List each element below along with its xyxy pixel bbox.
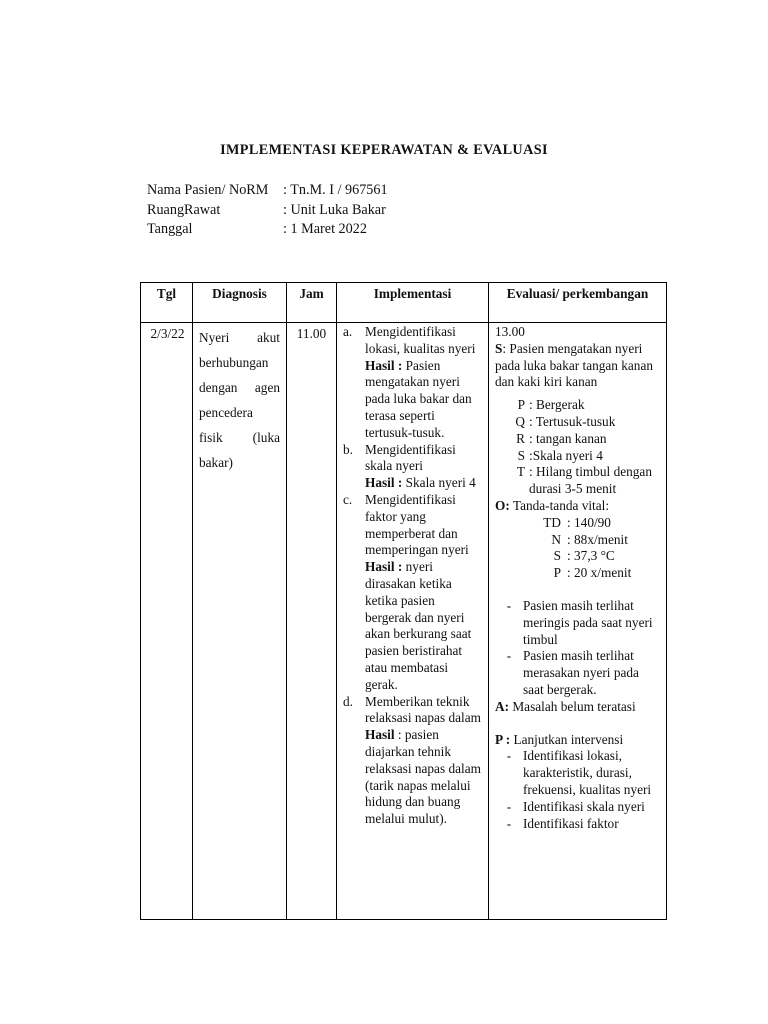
implementation-item xyxy=(343,694,484,828)
note-text: Pasien masih terlihat merasakan nyeri pada saat bergerak. xyxy=(523,648,639,697)
patient-info xyxy=(147,181,388,240)
info-value: : Unit Luka Bakar xyxy=(283,201,386,218)
objective-note: - Pasien masih terlihat merasakan nyeri pada saat bergerak. xyxy=(495,648,662,698)
implementation-item xyxy=(343,492,484,694)
item-action: Memberikan teknik relaksasi napas dalam xyxy=(365,693,481,726)
assessment-text: Masalah belum teratasi xyxy=(512,698,636,714)
note-text: Pasien masih terlihat meringis pada saat nyeri timbul xyxy=(523,597,653,647)
vital-key: S xyxy=(553,548,561,564)
pain-value: : Tertusuk-tusuk xyxy=(529,413,616,429)
result-label: Hasil : xyxy=(365,475,403,491)
cell-tgl xyxy=(141,323,193,920)
implementation-list xyxy=(337,323,488,828)
plan-item: - Identifikasi lokasi, karakteristik, durasi, frekuensi, kualitas nyeri xyxy=(495,748,662,798)
plan-item-text: Identifikasi skala nyeri xyxy=(523,798,645,814)
pain-value: : Hilang timbul dengan durasi 3-5 menit xyxy=(529,464,652,497)
plan-item: - Identifikasi skala nyeri xyxy=(495,799,662,816)
info-label: RuangRawat xyxy=(147,201,221,218)
item-result: nyeri dirasakan ketika ketika pasien bergerak dan nyeri akan berkurang saat pasien beristirahat atau membatasi gerak. xyxy=(365,559,472,692)
info-label: Tanggal xyxy=(147,221,193,237)
date-value: 2/3/22 xyxy=(150,326,185,341)
vital-value: : 20 x/menit xyxy=(567,565,632,581)
pain-key: T xyxy=(516,464,525,480)
header-jam: Jam xyxy=(287,283,337,323)
item-result: : pasien diajarkan tehnik relaksasi napas dalam (tarik napas melalui hidung dan buang melalui mulut). xyxy=(365,727,481,827)
item-action: Mengidentifikasi skala nyeri xyxy=(365,441,456,474)
vital-item xyxy=(533,532,662,549)
pain-assessment xyxy=(495,397,662,498)
pain-key: Q xyxy=(515,413,525,429)
pain-item xyxy=(495,448,662,465)
item-action: Mengidentifikasi lokasi, kualitas nyeri xyxy=(365,324,476,356)
objective-note: - Pasien masih terlihat meringis pada saat nyeri timbul xyxy=(495,598,662,648)
subjective-text: : Pasien mengatakan nyeri pada luka bakar tangan kanan dan kaki kiri kanan xyxy=(495,340,654,390)
plan-text: Lanjutkan intervensi xyxy=(513,731,624,747)
vital-item xyxy=(533,515,662,532)
item-marker: a. xyxy=(343,324,353,339)
objective-notes xyxy=(495,598,662,699)
info-row-patient xyxy=(147,181,388,201)
header-diagnosis: Diagnosis xyxy=(193,283,287,323)
cell-jam xyxy=(287,323,337,920)
subjective-section xyxy=(495,341,662,391)
header-tgl: Tgl xyxy=(141,283,193,323)
table-row xyxy=(141,323,667,920)
plan-section xyxy=(495,732,662,749)
pain-key: P xyxy=(517,397,525,413)
vital-value: : 88x/menit xyxy=(567,531,628,547)
vital-value: : 37,3 °C xyxy=(567,548,615,564)
vital-signs xyxy=(495,515,662,582)
assessment-section xyxy=(495,699,662,716)
diagnosis-line: Nyeri akut xyxy=(199,330,280,345)
pain-value: :Skala nyeri 4 xyxy=(529,447,603,463)
diagnosis-line: bakar) xyxy=(199,455,233,470)
implementation-item xyxy=(343,324,484,442)
objective-text: Tanda-tanda vital: xyxy=(512,497,610,513)
plan-item-text: Identifikasi faktor xyxy=(523,815,619,831)
assessment-label: A: xyxy=(495,698,510,714)
pain-key: S xyxy=(517,447,525,463)
vital-key: TD xyxy=(543,514,561,530)
plan-item-text: Identifikasi lokasi, karakteristik, durasi, frekuensi, kualitas nyeri xyxy=(523,748,652,797)
subjective-label: S xyxy=(495,340,503,356)
objective-section xyxy=(495,498,662,515)
time-value: 11.00 xyxy=(296,326,327,341)
cell-implementasi xyxy=(337,323,489,920)
table-header-row xyxy=(141,283,667,323)
cell-evaluasi xyxy=(489,323,667,920)
pain-value: : tangan kanan xyxy=(529,430,607,446)
vital-key: P xyxy=(553,565,561,581)
diagnosis-line: pencedera xyxy=(199,405,253,420)
vital-key: N xyxy=(551,531,561,547)
implementation-table xyxy=(140,282,667,920)
pain-item xyxy=(495,431,662,448)
implementation-item xyxy=(343,442,484,492)
item-result: Pasien mengatakan nyeri pada luka bakar dan terasa seperti tertusuk-tusuk. xyxy=(365,357,472,440)
info-value: : Tn.M. I / 967561 xyxy=(283,182,388,198)
evaluation-soap xyxy=(489,323,666,832)
item-action: Mengidentifikasi faktor yang memperberat dan memperingan nyeri xyxy=(365,491,469,558)
result-label: Hasil xyxy=(365,727,395,743)
result-label: Hasil : xyxy=(365,559,403,575)
pain-value: : Bergerak xyxy=(529,397,585,413)
pain-item xyxy=(495,397,662,414)
objective-label: O: xyxy=(495,497,510,513)
item-marker: b. xyxy=(343,441,353,457)
result-label: Hasil : xyxy=(365,357,403,373)
plan-items xyxy=(495,748,662,832)
page-title: IMPLEMENTASI KEPERAWATAN & EVALUASI xyxy=(220,142,548,158)
diagnosis-line: dengan agen xyxy=(199,380,280,395)
info-row-room xyxy=(147,201,388,221)
diagnosis-line: fisik (luka xyxy=(199,430,280,445)
pain-item xyxy=(495,414,662,431)
info-row-date xyxy=(147,220,388,240)
item-marker: d. xyxy=(343,693,353,709)
header-evaluasi: Evaluasi/ perkembangan xyxy=(489,283,667,323)
cell-diagnosis xyxy=(193,323,287,920)
plan-item: - Identifikasi faktor xyxy=(495,816,662,833)
item-result: Skala nyeri 4 xyxy=(405,475,476,491)
plan-label: P : xyxy=(495,731,511,747)
diagnosis-line: berhubungan xyxy=(199,355,269,370)
item-marker: c. xyxy=(343,491,353,507)
info-value: : 1 Maret 2022 xyxy=(283,221,367,237)
info-label: Nama Pasien/ NoRM xyxy=(147,182,269,198)
header-implementasi: Implementasi xyxy=(337,283,489,323)
pain-key: R xyxy=(516,430,525,446)
pain-item xyxy=(495,464,662,498)
vital-item xyxy=(533,548,662,565)
diagnosis-text xyxy=(193,323,286,475)
evaluation-time: 13.00 xyxy=(495,324,525,339)
vital-item xyxy=(533,565,662,582)
vital-value: : 140/90 xyxy=(567,514,611,530)
